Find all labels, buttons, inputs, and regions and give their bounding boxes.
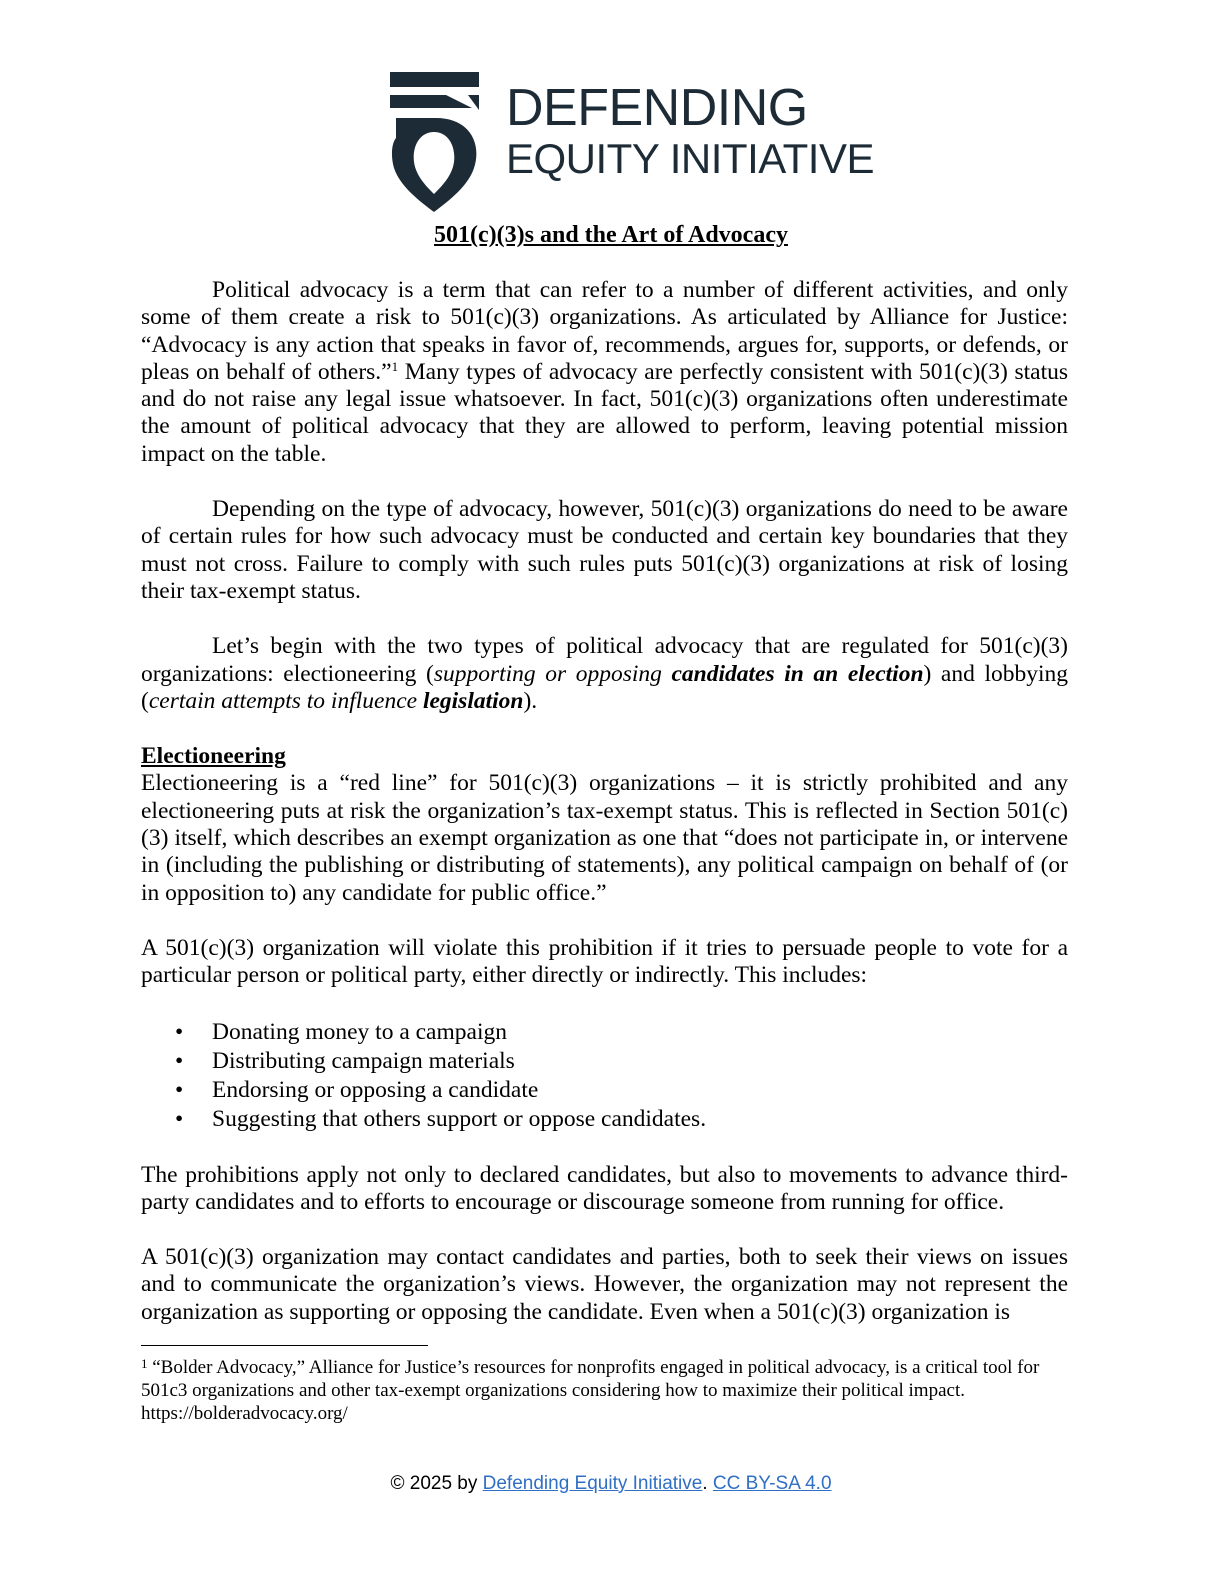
bullet-icon: • (175, 1076, 184, 1103)
footnote-number: 1 (141, 1356, 148, 1371)
bullet-icon: • (175, 1018, 184, 1045)
list-item-text: Suggesting that others support or oppose candidates. (212, 1105, 707, 1132)
electioneering-paragraph-3: The prohibitions apply not only to declared candidates, but also to movements to advance third-party candidates and to efforts to encourage or discourage someone from running for office. (141, 1161, 1068, 1215)
list-item-text: Endorsing or opposing a candidate (212, 1076, 539, 1103)
list-item (141, 1018, 1068, 1047)
org-link[interactable]: Defending Equity Initiative (482, 1473, 703, 1494)
intro-paragraph (141, 277, 1068, 468)
footnote-text: “Bolder Advocacy,” Alliance for Justice’s resources for nonprofits engaged in political advocacy, is a critical tool for 501c3 organizations and other tax-exempt organizations considering how to maximize their political impact. https://bolderadvocacy.org/ (141, 1357, 1040, 1424)
electioneering-heading: Electioneering (141, 743, 286, 770)
types-text-c: candidates in an election (671, 660, 924, 687)
document-body (141, 277, 1068, 1326)
logo (390, 72, 875, 217)
types-text-g: ). (523, 687, 538, 714)
logo-text-line1: DEFENDING (506, 79, 808, 137)
license-link[interactable]: CC BY-SA 4.0 (712, 1473, 832, 1494)
document-title: 501(c)(3)s and the Art of Advocacy (434, 222, 788, 248)
types-text-a: Let’s begin with the two types of political advocacy that are regulated for 501(c)(3) organizations: electioneering ( (141, 633, 1068, 687)
list-item (141, 1047, 1068, 1076)
intro-text-1: Political advocacy is a term that can refer to a number of different activities, and only some of them create a risk to 501(c)(3) organizations. As articulated by Alliance for Justice: “Advocacy is any action that speaks in favor of, recommends, argues for, supports, or defends, or pleas on behalf of others.” (141, 277, 1068, 385)
advocacy-types-paragraph (141, 633, 1068, 715)
footnote-ref: 1 (391, 358, 399, 374)
logo-text-line2: EQUITY INITIATIVE (506, 135, 875, 182)
types-text-d: ) and lobbying ( (141, 660, 1069, 714)
intro-text-2: Many types of advocacy are perfectly consistent with 501(c)(3) status and do not raise any legal issue whatsoever. In fact, 501(c)(3) organizations often underestimate the amount of political advocacy that they are allowed to perform, leaving potential mission impact on the table. (141, 358, 1068, 467)
rules-paragraph: Depending on the type of advocacy, however, 501(c)(3) organizations do need to be aware of certain rules for how such advocacy must be conducted and certain key boundaries that they must not cross. Failure to comply with such rules puts 501(c)(3) organizations at risk of losing their tax-exempt status. (141, 496, 1068, 604)
prohibited-activities-list (141, 1018, 1068, 1134)
types-text-f: legislation (422, 687, 524, 714)
list-item-text: Donating money to a campaign (212, 1018, 507, 1045)
electioneering-paragraph-2: A 501(c)(3) organization will violate this prohibition if it tries to persuade people to vote for a particular person or political party, either directly or indirectly. This includes: (141, 934, 1068, 989)
bullet-icon: • (175, 1105, 184, 1132)
list-item (141, 1105, 1068, 1134)
footer-separator: . (702, 1473, 713, 1494)
copyright-footer (0, 1470, 1222, 1498)
footnote (141, 1356, 1068, 1425)
shield-logo-icon (390, 72, 482, 214)
electioneering-paragraph-1: Electioneering is a “red line” for 501(c)(3) organizations – it is strictly prohibited and any electioneering puts at risk the organization’s tax-exempt status. This is reflected in Section 501(c)(3) itself, which describes an exempt organization as one that “does not participate in, or intervene in (including the publishing or distributing of statements), any political campaign on behalf of (or in opposition to) any candidate for public office.” (141, 770, 1068, 906)
list-item (141, 1076, 1068, 1105)
copyright-prefix: © 2025 by (390, 1473, 483, 1494)
bullet-icon: • (175, 1047, 184, 1074)
list-item-text: Distributing campaign materials (212, 1047, 515, 1074)
electioneering-paragraph-4: A 501(c)(3) organization may contact candidates and parties, both to seek their views on issues and to communicate the organization’s views. However, the organization may not represent the organization as supporting or opposing the candidate. Even when a 501(c)(3) organization is (141, 1244, 1068, 1325)
types-text-e: certain attempts to influence (148, 687, 423, 714)
types-text-b: supporting or opposing (433, 660, 672, 687)
footnote-separator (141, 1345, 428, 1346)
